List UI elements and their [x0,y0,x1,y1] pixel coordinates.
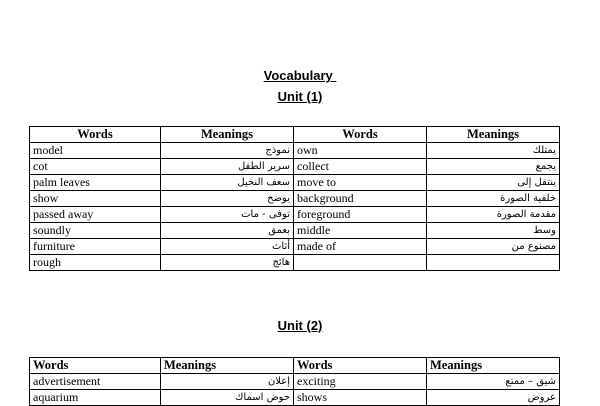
meaning-cell: هائج [161,255,294,271]
table-row [30,239,560,255]
header-words: Words [294,127,427,143]
meaning-cell: نموذج [161,143,294,159]
table-row [30,390,560,406]
word-cell: rough [30,255,161,271]
word-cell: model [30,143,161,159]
meaning-cell: مقدمة الصورة [427,207,560,223]
table-header-row [30,127,560,143]
header-meanings: Meanings [161,127,294,143]
header-meanings: Meanings [427,358,560,374]
word-cell: made of [294,239,427,255]
meaning-cell: يمتلك [427,143,560,159]
meaning-cell: شيق – ممتع [427,374,560,390]
word-cell: exciting [294,374,427,390]
word-cell: passed away [30,207,161,223]
word-cell: advertisement [30,374,161,390]
header-words: Words [30,127,161,143]
word-cell: furniture [30,239,161,255]
document-title: Vocabulary [263,68,337,83]
meaning-cell: يوضح [161,191,294,207]
meaning-cell: توفى - مات [161,207,294,223]
unit-2-vocabulary-table [29,357,560,406]
unit-1-heading: Unit (1) [277,89,323,104]
table-row [30,159,560,175]
meaning-cell: إعلان [161,374,294,390]
meaning-cell: وسط [427,223,560,239]
word-cell: collect [294,159,427,175]
header-meanings: Meanings [161,358,294,374]
table-row [30,374,560,390]
header-meanings: Meanings [427,127,560,143]
word-cell: own [294,143,427,159]
word-cell: middle [294,223,427,239]
meaning-cell: سعف النخيل [161,175,294,191]
meaning-cell: حوض اسماك [161,390,294,406]
table-row [30,143,560,159]
word-cell [294,255,427,271]
table-row [30,207,560,223]
word-cell: foreground [294,207,427,223]
table-header-row [30,358,560,374]
meaning-cell: عروض [427,390,560,406]
word-cell: palm leaves [30,175,161,191]
table-row [30,223,560,239]
meaning-cell: سرير الطفل [161,159,294,175]
meaning-cell: بعمق [161,223,294,239]
word-cell: shows [294,390,427,406]
meaning-cell: خلفية الصورة [427,191,560,207]
table-row [30,175,560,191]
meaning-cell: مصنوع من [427,239,560,255]
unit-2-heading: Unit (2) [277,318,323,333]
word-cell: soundly [30,223,161,239]
word-cell: background [294,191,427,207]
table-row [30,255,560,271]
word-cell: aquarium [30,390,161,406]
header-words: Words [30,358,161,374]
header-words: Words [294,358,427,374]
table-row [30,191,560,207]
unit-1-vocabulary-table [29,126,560,271]
meaning-cell: ينتقل إلى [427,175,560,191]
word-cell: cot [30,159,161,175]
meaning-cell [427,255,560,271]
word-cell: move to [294,175,427,191]
meaning-cell: أثاث [161,239,294,255]
word-cell: show [30,191,161,207]
meaning-cell: يجمع [427,159,560,175]
